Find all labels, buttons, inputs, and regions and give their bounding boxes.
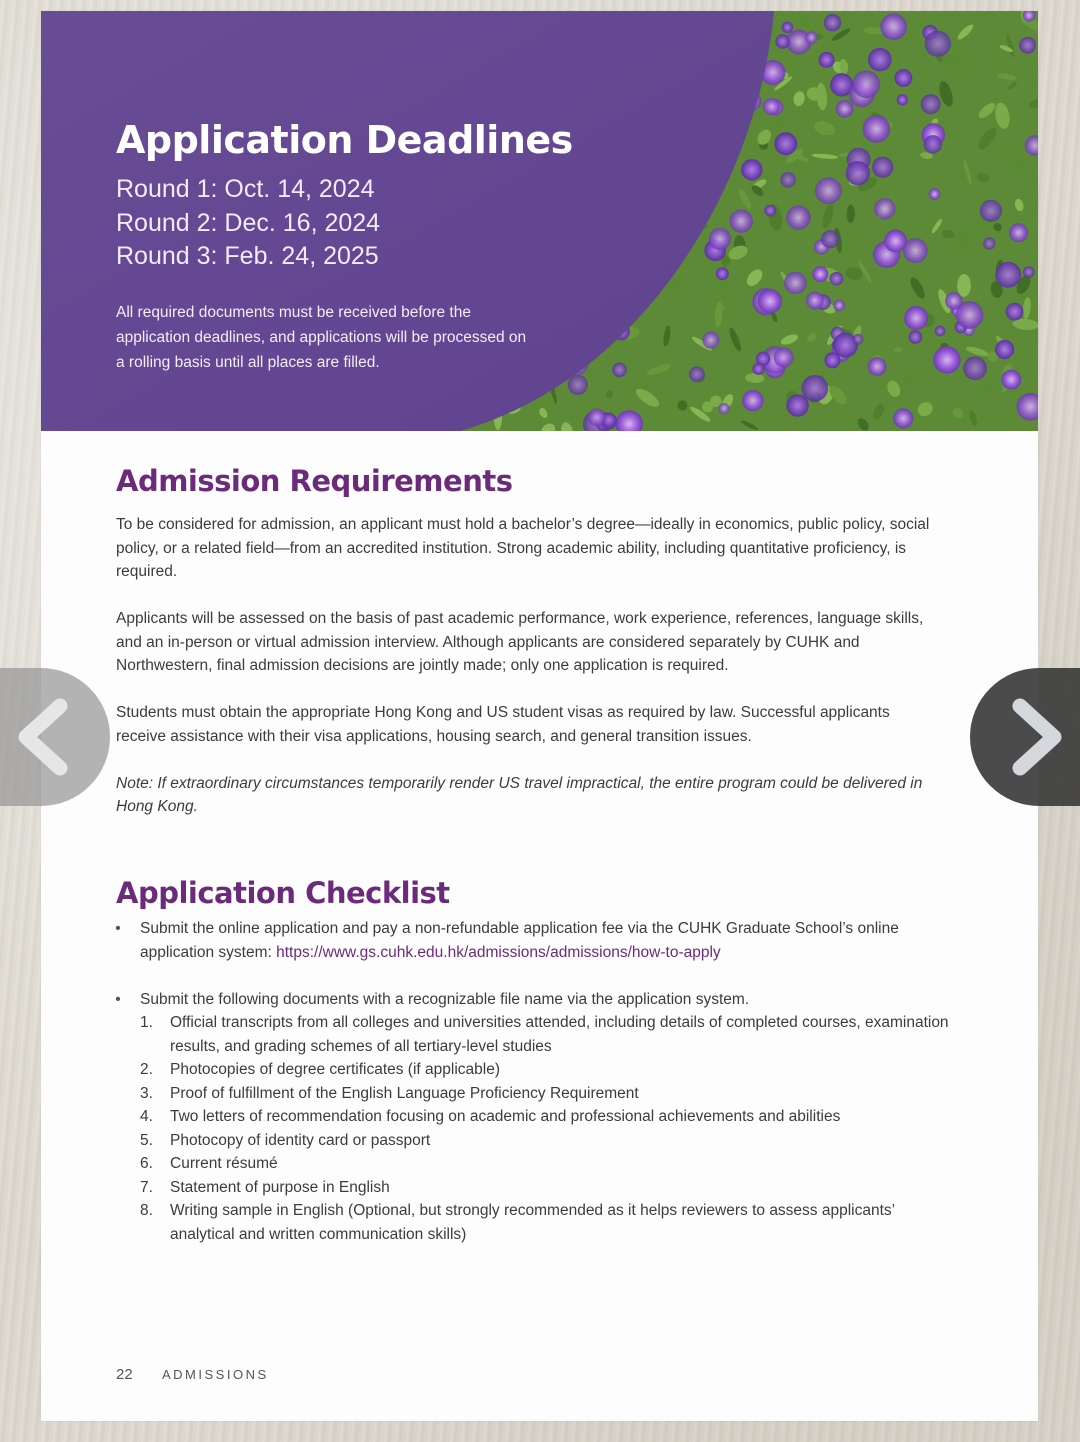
document-item bbox=[140, 1176, 956, 1200]
deadline-round-3: Round 3: Feb. 24, 2025 bbox=[116, 242, 379, 270]
document-number: 6. bbox=[140, 1155, 153, 1172]
document-number: 1. bbox=[140, 1014, 153, 1031]
checklist-bullets bbox=[116, 917, 956, 1246]
document-text: Photocopy of identity card or passport bbox=[170, 1131, 431, 1149]
document-number: 2. bbox=[140, 1061, 153, 1078]
document-page bbox=[41, 11, 1038, 1421]
travel-note: Note: If extraordinary circumstances temporarily render US travel impractical, the entire program could be delivered in Hong Kong. bbox=[116, 774, 923, 815]
previous-page-button[interactable] bbox=[0, 668, 110, 806]
document-item bbox=[140, 1058, 956, 1082]
page-footer bbox=[116, 1366, 269, 1383]
bullet-icon: • bbox=[115, 990, 121, 1008]
checklist-item-text: Submit the following documents with a recognizable file name via the application system. bbox=[140, 990, 750, 1008]
how-to-apply-link[interactable]: https://www.gs.cuhk.edu.hk/admissions/admissions/how-to-apply bbox=[276, 943, 721, 961]
document-item bbox=[140, 1105, 956, 1129]
document-item bbox=[140, 1129, 956, 1153]
deadline-round-2: Round 2: Dec. 16, 2024 bbox=[116, 208, 381, 237]
document-number: 8. bbox=[140, 1202, 153, 1219]
deadlines-banner bbox=[41, 11, 1038, 431]
required-documents-list bbox=[140, 1011, 956, 1246]
page-number: 22 bbox=[116, 1366, 133, 1383]
application-checklist-section bbox=[116, 873, 956, 1246]
admission-requirements-section bbox=[116, 461, 936, 819]
document-item bbox=[140, 1199, 956, 1246]
admission-requirements-heading: Admission Requirements bbox=[116, 464, 513, 498]
requirements-paragraph: To be considered for admission, an applicant must hold a bachelor’s degree—ideally in economics, public policy, social policy, or a related field—from an accredited institution. Strong academic ability, including quantitative proficiency, is required. bbox=[116, 516, 930, 580]
application-checklist-heading: Application Checklist bbox=[116, 876, 450, 910]
document-text: Two letters of recommendation focusing on academic and professional achievements and abilities bbox=[170, 1108, 841, 1125]
visa-paragraph: Students must obtain the appropriate Hong Kong and US student visas as required by law. Successful applicants receive assistance with their visa applications, housing search, and general transition issues. bbox=[116, 704, 890, 745]
checklist-item-text: Submit the online application and pay a non-refundable application fee via the CUHK Graduate School’s online application system: bbox=[140, 920, 899, 961]
assessment-paragraph: Applicants will be assessed on the basis of past academic performance, work experience, references, language skills, and an in-person or virtual admission interview. Although applicants are considered separately by CUHK and Northwestern, final admission decisions are jointly made; only one application is required. bbox=[116, 610, 924, 674]
document-number: 3. bbox=[140, 1084, 153, 1102]
checklist-item-documents bbox=[116, 988, 956, 1247]
document-item bbox=[140, 1011, 956, 1058]
section-label: ADMISSIONS bbox=[162, 1367, 269, 1382]
checklist-item-online-application bbox=[116, 917, 956, 964]
document-text: Statement of purpose in English bbox=[170, 1178, 390, 1196]
bullet-icon: • bbox=[115, 920, 121, 937]
document-text: Official transcripts from all colleges and universities attended, including details of completed courses, examination results, and grading schemes of all tertiary-level studies bbox=[170, 1014, 949, 1055]
next-page-button[interactable] bbox=[970, 668, 1080, 806]
document-text: Proof of fulfillment of the English Language Proficiency Requirement bbox=[170, 1084, 639, 1102]
document-text: Photocopies of degree certificates (if applicable) bbox=[170, 1061, 500, 1078]
document-number: 7. bbox=[140, 1178, 153, 1196]
banner-title: Application Deadlines bbox=[116, 118, 573, 162]
document-number: 4. bbox=[140, 1108, 153, 1125]
document-item bbox=[140, 1152, 956, 1176]
deadline-note: All required documents must be received before the application deadlines, and applications will be processed on a rolling basis until all places are filled. bbox=[116, 303, 527, 371]
document-item bbox=[140, 1082, 956, 1106]
deadline-round-1: Round 1: Oct. 14, 2024 bbox=[116, 175, 375, 203]
document-text: Current résumé bbox=[170, 1155, 278, 1172]
document-number: 5. bbox=[140, 1131, 153, 1149]
document-text: Writing sample in English (Optional, but strongly recommended as it helps reviewers to assess applicants’ analytical and written communication skills) bbox=[170, 1202, 895, 1243]
